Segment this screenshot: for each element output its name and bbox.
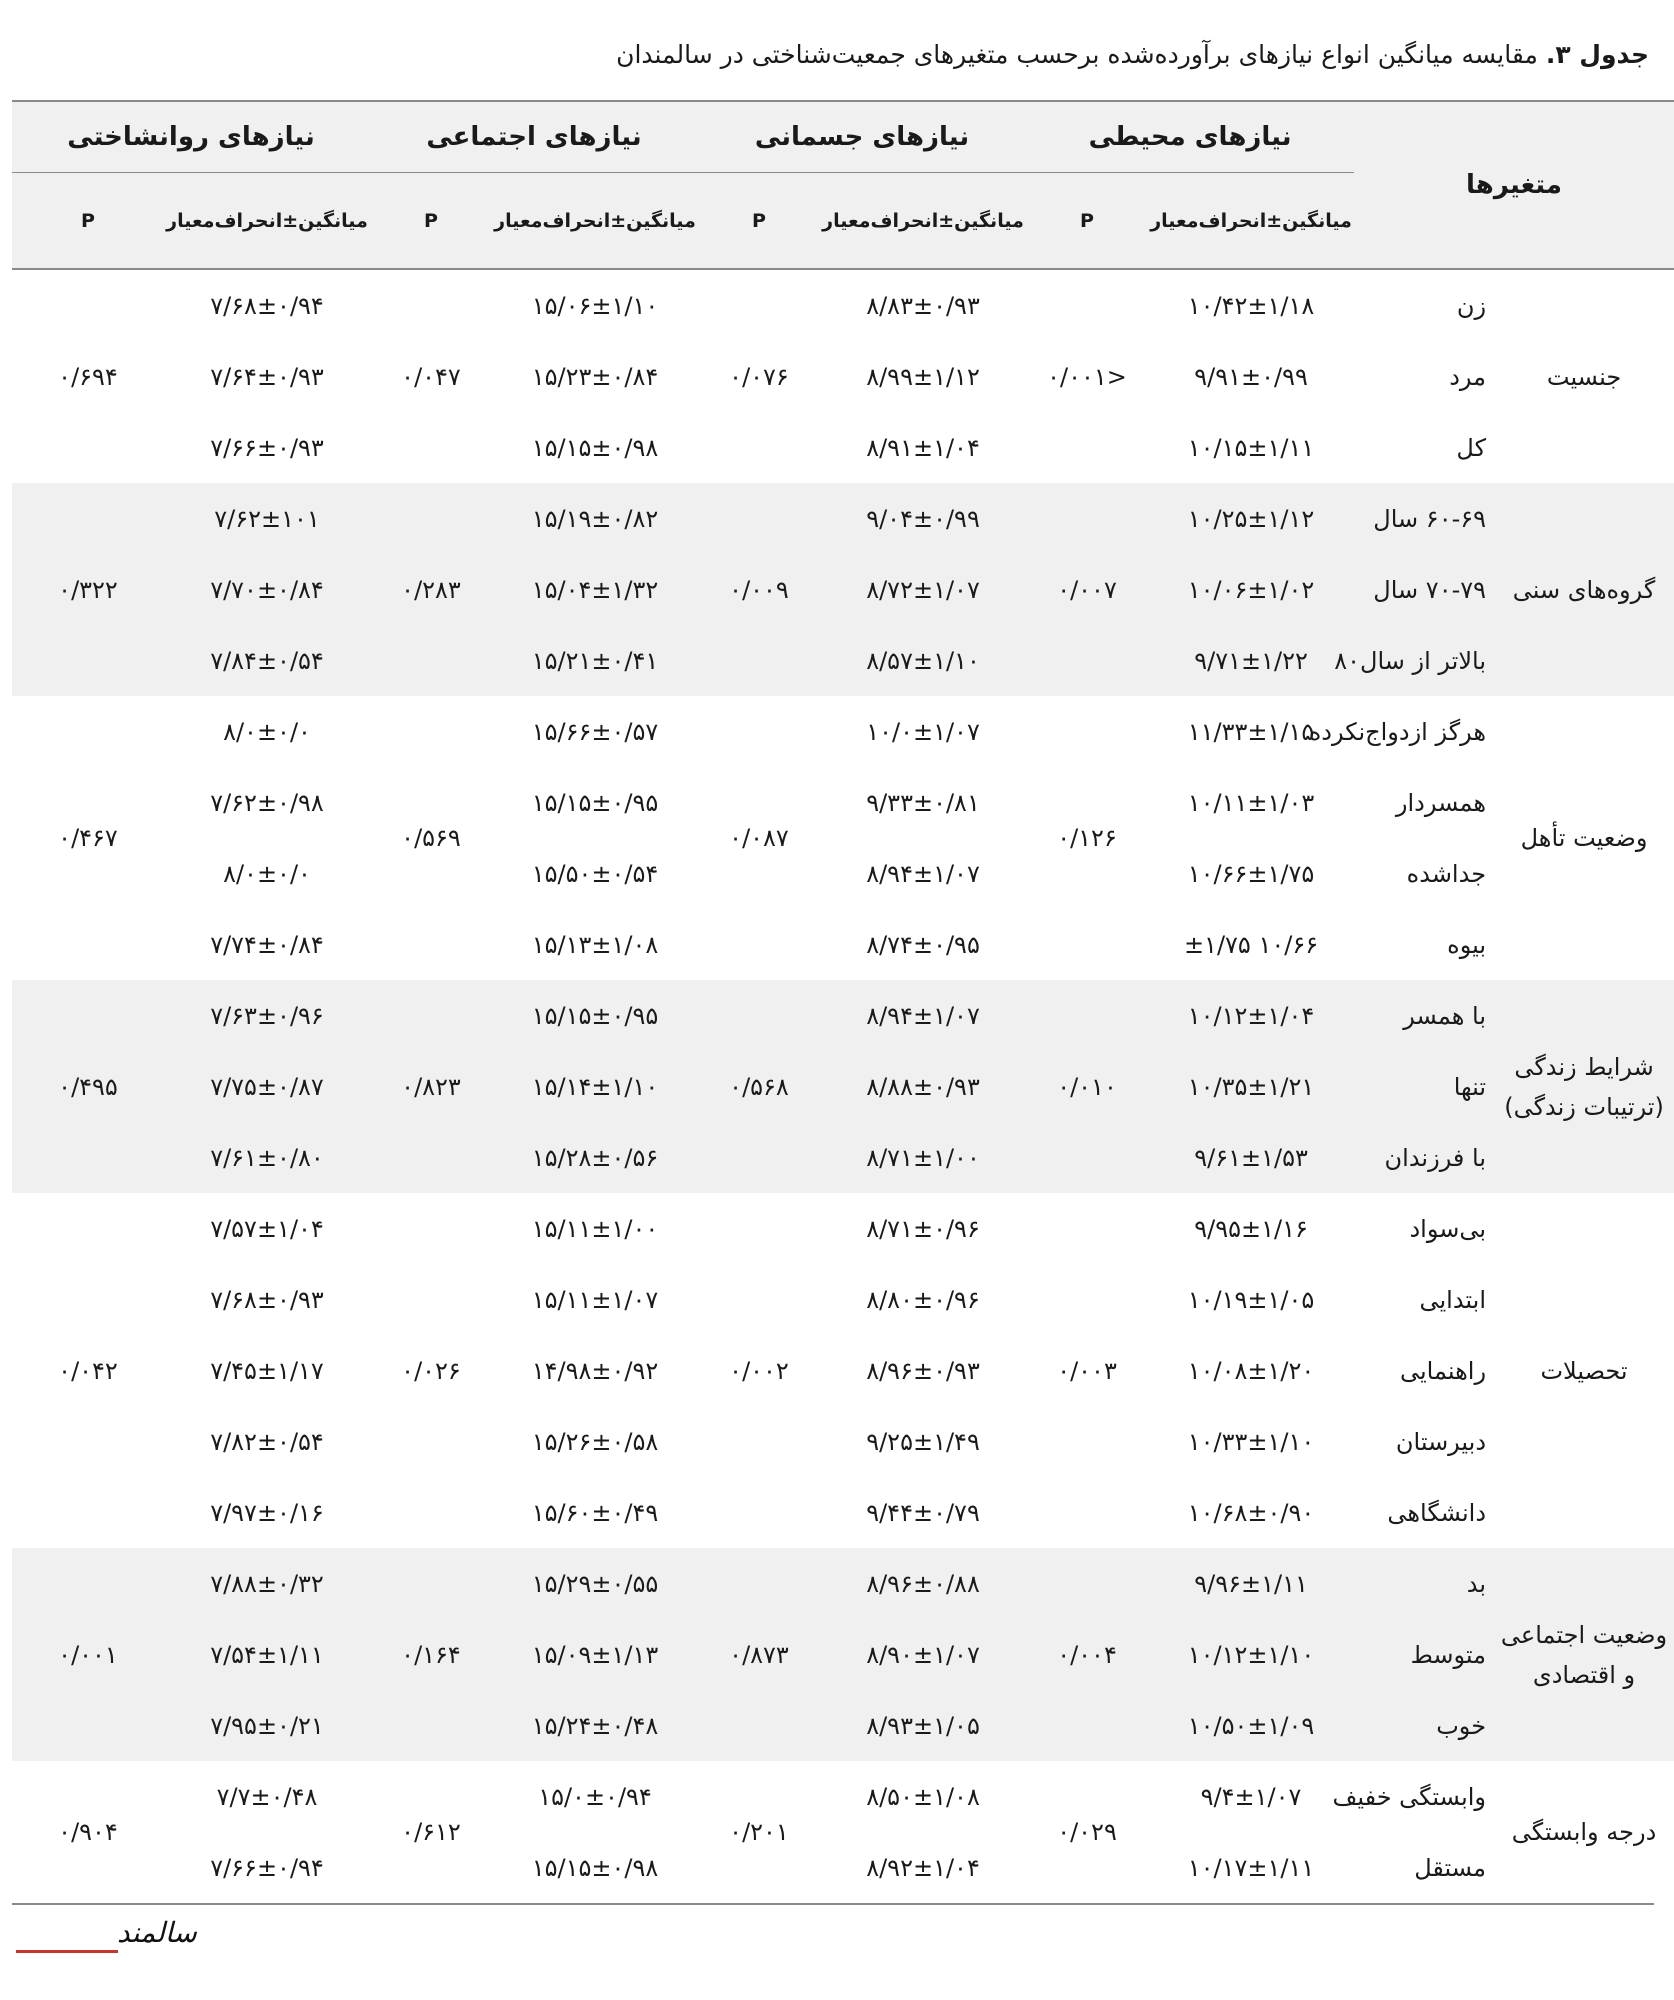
mean-sd-cell: ۸/۹۲±۱/۰۴ [866, 1853, 980, 1882]
table-row [12, 483, 1674, 554]
mean-sd-cell: ۱۰/۶۶ ±۱/۷۵ [1183, 930, 1319, 959]
mean-sd-cell: ۹/۳۳±۰/۸۱ [866, 788, 980, 817]
table-row [12, 1335, 1674, 1406]
table-row [12, 269, 1674, 341]
section-6 [12, 1761, 1674, 1903]
mean-sd-cell: ۷/۵۴±۱/۱۱ [164, 1619, 370, 1690]
category-cell: با همسر [1354, 980, 1494, 1051]
group-physical-header: نیازهای جسمانی [698, 101, 1026, 173]
section-2 [12, 696, 1674, 980]
category-cell: کل [1456, 433, 1487, 462]
mean-sd-header: میانگین±انحراف‌معیار [164, 173, 370, 270]
mean-sd-cell: ۷/۶۸±۰/۹۳ [210, 1285, 324, 1314]
mean-sd-cell: ۷/۸۲±۰/۵۴ [210, 1427, 324, 1456]
p-value-cell: ۰/۸۷۳ [698, 1548, 820, 1761]
mean-sd-cell: ۸/۸۸±۰/۹۳ [820, 1051, 1026, 1122]
mean-sd-cell: ۱۵/۲۳±۰/۸۴ [531, 362, 659, 391]
p-value-cell: <۰/۰۰۱ [1047, 362, 1127, 391]
table-row [12, 767, 1674, 838]
p-value-cell: ۰/۰۴۷ [401, 362, 461, 391]
mean-sd-cell: ۸/۰±۰/۰ [223, 859, 311, 888]
demographic-needs-table [12, 100, 1674, 1903]
mean-sd-cell: ۸/۹۱±۱/۰۴ [866, 433, 980, 462]
p-value-cell: ۰/۴۶۷ [58, 824, 118, 852]
category-cell: تنها [1354, 1051, 1494, 1122]
category-cell: مستقل [1414, 1853, 1487, 1882]
p-value-cell: ۰/۲۸۳ [370, 483, 492, 696]
p-value-cell: ۰/۰۰۴ [1026, 1548, 1148, 1761]
mean-sd-cell: ۷/۴۵±۱/۱۷ [210, 1356, 324, 1385]
mean-sd-cell: ۷/۶۶±۰/۹۳ [210, 433, 324, 462]
variable-name: وضعیت اجتماعی و اقتصادی [1494, 1548, 1674, 1761]
table-row [12, 980, 1674, 1051]
table-row [12, 1761, 1674, 1832]
p-value-cell: ۰/۰۰۹ [698, 483, 820, 696]
mean-sd-cell: ۱۰/۱۵±۱/۱۱ [1187, 433, 1315, 462]
mean-sd-cell: ۸/۵۰±۱/۰۸ [866, 1782, 980, 1811]
mean-sd-cell: ۱۵/۵۰±۰/۵۴ [531, 859, 659, 888]
mean-sd-cell: ۹/۴۴±۰/۷۹ [866, 1498, 980, 1527]
mean-sd-cell: ۸/۹۴±۱/۰۷ [820, 980, 1026, 1051]
mean-sd-cell: ۸/۹۰±۱/۰۷ [820, 1619, 1026, 1690]
table-caption [18, 38, 1649, 72]
mean-sd-cell: ۱۰/۱۷±۱/۱۱ [1187, 1853, 1315, 1882]
category-cell: متوسط [1354, 1619, 1494, 1690]
caption-label: جدول ۳. [1545, 40, 1649, 69]
mean-sd-cell: ۹/۷۱±۱/۲۲ [1148, 625, 1354, 696]
p-header: P [1026, 173, 1148, 270]
category-cell: راهنمایی [1400, 1356, 1487, 1385]
p-value-cell: ۰/۸۲۳ [370, 980, 492, 1193]
mean-sd-cell: ۸/۸۳±۰/۹۳ [866, 291, 980, 320]
mean-sd-cell: ۷/۶۲±۱۰۱ [164, 483, 370, 554]
category-cell: ابتدایی [1419, 1285, 1487, 1314]
category-cell: جداشده [1406, 859, 1487, 888]
mean-sd-cell: ۱۰/۲۵±۱/۱۲ [1148, 483, 1354, 554]
table-row [12, 696, 1674, 767]
p-value-cell: ۰/۰۰۷ [1026, 483, 1148, 696]
mean-sd-header: میانگین±انحراف‌معیار [820, 173, 1026, 270]
mean-sd-cell: ۷/۶۳±۰/۹۶ [164, 980, 370, 1051]
mean-sd-cell: ۱۵/۰۴±۱/۳۲ [492, 554, 698, 625]
mean-sd-cell: ۱۵/۱۵±۰/۹۵ [531, 788, 659, 817]
category-cell: همسردار [1395, 788, 1487, 817]
mean-sd-cell: ۱۰/۱۱±۱/۰۳ [1187, 788, 1315, 817]
mean-sd-header: میانگین±انحراف‌معیار [1148, 173, 1354, 270]
mean-sd-cell: ۱۵/۲۶±۰/۵۸ [531, 1427, 659, 1456]
mean-sd-cell: ۸/۵۷±۱/۱۰ [820, 625, 1026, 696]
mean-sd-cell: ۷/۸۴±۰/۵۴ [164, 625, 370, 696]
variable-name: وضعیت تأهل [1520, 824, 1648, 852]
mean-sd-cell: ۸/۹۴±۱/۰۷ [866, 859, 980, 888]
category-cell: ۷۰-۷۹ سال [1354, 554, 1494, 625]
mean-sd-cell: ۷/۵۷±۱/۰۴ [210, 1214, 324, 1243]
mean-sd-cell: ۱۰/۱۲±۱/۱۰ [1148, 1619, 1354, 1690]
mean-sd-cell: ۷/۷۵±۰/۸۷ [164, 1051, 370, 1122]
section-5 [12, 1548, 1674, 1761]
category-cell: بد [1354, 1548, 1494, 1619]
mean-sd-cell: ۱۰/۱۲±۱/۰۴ [1148, 980, 1354, 1051]
mean-sd-cell: ۱۵/۰۹±۱/۱۳ [492, 1619, 698, 1690]
mean-sd-cell: ۹/۹۶±۱/۱۱ [1148, 1548, 1354, 1619]
table-row [12, 1193, 1674, 1264]
mean-sd-cell: ۱۰/۴۲±۱/۱۸ [1187, 291, 1315, 320]
mean-sd-cell: ۸/۷۱±۱/۰۰ [820, 1122, 1026, 1193]
mean-sd-cell: ۹/۹۵±۱/۱۶ [1194, 1214, 1308, 1243]
variable-name: درجه وابستگی [1511, 1818, 1657, 1846]
mean-sd-cell: ۱۵/۱۵±۰/۹۸ [531, 433, 659, 462]
p-value-cell: ۰/۱۶۴ [370, 1548, 492, 1761]
mean-sd-cell: ۱۵/۱۱±۱/۰۷ [531, 1285, 659, 1314]
table-row [12, 341, 1674, 412]
mean-sd-cell: ۸/۷۱±۰/۹۶ [866, 1214, 980, 1243]
p-header: P [12, 173, 164, 270]
mean-sd-cell: ۱۵/۱۹±۰/۸۲ [492, 483, 698, 554]
mean-sd-cell: ۱۰/۱۹±۱/۰۵ [1187, 1285, 1315, 1314]
journal-logo [12, 1906, 197, 1962]
mean-sd-cell: ۸/۸۰±۰/۹۶ [866, 1285, 980, 1314]
mean-sd-cell: ۸/۷۴±۰/۹۵ [866, 930, 980, 959]
table-row [12, 1619, 1674, 1690]
p-value-cell: ۰/۰۸۷ [729, 824, 789, 852]
caption-text: مقایسه میانگین انواع نیازهای برآورده‌شده برحسب متغیرهای جمعیت‌شناختی در سالمندان [616, 40, 1546, 69]
table-row [12, 1690, 1674, 1761]
mean-sd-cell: ۱۵/۲۹±۰/۵۵ [492, 1548, 698, 1619]
mean-sd-cell: ۸/۹۶±۰/۸۸ [820, 1548, 1026, 1619]
category-cell: وابستگی خفیف [1332, 1782, 1487, 1811]
table-row [12, 838, 1674, 909]
p-value-cell: ۰/۵۶۸ [698, 980, 820, 1193]
group-psychological-header: نیازهای روانشاختی [12, 101, 370, 173]
table-row [12, 1264, 1674, 1335]
mean-sd-cell: ۱۰/۰۶±۱/۰۲ [1148, 554, 1354, 625]
p-value-cell: ۰/۱۲۶ [1057, 824, 1117, 852]
mean-sd-cell: ۷/۹۷±۰/۱۶ [210, 1498, 324, 1527]
mean-sd-cell: ۹/۹۱±۰/۹۹ [1194, 362, 1308, 391]
category-cell: زن [1456, 291, 1487, 320]
mean-sd-cell: ۷/۶۸±۰/۹۴ [210, 291, 324, 320]
mean-sd-cell: ۱۵/۱۵±۰/۹۸ [531, 1853, 659, 1882]
mean-sd-cell: ۱۰/۳۳±۱/۱۰ [1187, 1427, 1315, 1456]
table-row [12, 1051, 1674, 1122]
mean-sd-cell: ۱۰/۶۶±۱/۷۵ [1187, 859, 1315, 888]
mean-sd-cell: ۱۵/۶۶±۰/۵۷ [531, 717, 659, 746]
variable-name: تحصیلات [1540, 1356, 1628, 1385]
mean-sd-cell: ۷/۹۵±۰/۲۱ [164, 1690, 370, 1761]
p-value-cell: ۰/۲۰۱ [729, 1818, 789, 1846]
p-value-cell: ۰/۰۰۳ [1057, 1356, 1117, 1385]
mean-sd-cell: ۷/۸۸±۰/۳۲ [164, 1548, 370, 1619]
mean-sd-cell: ۱۵/۲۸±۰/۵۶ [492, 1122, 698, 1193]
mean-sd-cell: ۷/۶۶±۰/۹۴ [210, 1853, 324, 1882]
mean-sd-cell: ۷/۶۱±۰/۸۰ [164, 1122, 370, 1193]
mean-sd-cell: ۸/۹۶±۰/۹۳ [866, 1356, 980, 1385]
p-header: P [698, 173, 820, 270]
table-row [12, 625, 1674, 696]
mean-sd-cell: ۱۵/۰۶±۱/۱۰ [531, 291, 659, 320]
group-environmental-header: نیازهای محیطی [1026, 101, 1354, 173]
mean-sd-cell: ۱۰/۶۸±۰/۹۰ [1187, 1498, 1315, 1527]
mean-sd-cell: ۸/۹۳±۱/۰۵ [820, 1690, 1026, 1761]
variable-name: گروه‌های سنی [1494, 483, 1674, 696]
mean-sd-cell: ۱۰/۳۵±۱/۲۱ [1148, 1051, 1354, 1122]
mean-sd-cell: ۱۵/۱۵±۰/۹۵ [492, 980, 698, 1051]
p-value-cell: ۰/۰۱۰ [1026, 980, 1148, 1193]
table-row [12, 1477, 1674, 1548]
category-cell: بی‌سواد [1409, 1214, 1487, 1243]
category-cell: با فرزندان [1354, 1122, 1494, 1193]
mean-sd-header: میانگین±انحراف‌معیار [492, 173, 698, 270]
mean-sd-cell: ۷/۷۰±۰/۸۴ [164, 554, 370, 625]
p-value-cell: ۰/۰۷۶ [729, 362, 789, 391]
table-row [12, 909, 1674, 980]
p-value-cell: ۰/۳۲۲ [12, 483, 164, 696]
mean-sd-cell: ۱۵/۶۰±۰/۴۹ [531, 1498, 659, 1527]
mean-sd-cell: ۱۵/۲۴±۰/۴۸ [492, 1690, 698, 1761]
mean-sd-cell: ۸/۰±۰/۰ [223, 717, 311, 746]
section-1 [12, 483, 1674, 696]
mean-sd-cell: ۸/۷۲±۱/۰۷ [820, 554, 1026, 625]
variable-name: جنسیت [1546, 362, 1622, 391]
category-cell: ۶۰-۶۹ سال [1354, 483, 1494, 554]
p-value-cell: ۰/۰۲۹ [1057, 1818, 1117, 1846]
p-value-cell: ۰/۴۹۵ [12, 980, 164, 1193]
mean-sd-cell: ۱۰/۵۰±۱/۰۹ [1148, 1690, 1354, 1761]
table-row [12, 1832, 1674, 1903]
p-value-cell: ۰/۵۶۹ [401, 824, 461, 852]
p-value-cell: ۰/۰۰۱ [12, 1548, 164, 1761]
mean-sd-cell: ۷/۷۴±۰/۸۴ [210, 930, 324, 959]
section-4 [12, 1193, 1674, 1548]
table-row [12, 554, 1674, 625]
p-value-cell: ۰/۶۹۴ [58, 362, 118, 391]
section-0 [12, 269, 1674, 483]
logo-underline [16, 1950, 118, 1953]
logo-text: سالمند [117, 1916, 197, 1949]
category-cell: خوب [1354, 1690, 1494, 1761]
variables-header: متغیرها [1354, 101, 1674, 269]
mean-sd-cell: ۹/۲۵±۱/۴۹ [866, 1427, 980, 1456]
p-value-cell: ۰/۰۰۲ [729, 1356, 789, 1385]
category-cell: دانشگاهی [1387, 1498, 1487, 1527]
table-row [12, 412, 1674, 483]
variable-name: شرایط زندگی (ترتیبات زندگی) [1494, 980, 1674, 1193]
mean-sd-cell: ۱۵/۰±۰/۹۴ [538, 1782, 652, 1811]
table-bottom-rule [12, 1903, 1654, 1905]
table-row [12, 1406, 1674, 1477]
p-value-cell: ۰/۰۴۲ [58, 1356, 118, 1385]
section-3 [12, 980, 1674, 1193]
p-value-cell: ۰/۹۰۴ [58, 1818, 118, 1846]
mean-sd-cell: ۱۵/۲۱±۰/۴۱ [492, 625, 698, 696]
group-social-header: نیازهای اجتماعی [370, 101, 698, 173]
mean-sd-cell: ۷/۶۴±۰/۹۳ [210, 362, 324, 391]
category-cell: مرد [1449, 362, 1487, 391]
category-cell: هرگز ازدواج‌نکرده [1308, 717, 1487, 746]
category-cell: دبیرستان [1395, 1427, 1487, 1456]
mean-sd-cell: ۷/۷±۰/۴۸ [216, 1782, 318, 1811]
p-header: P [370, 173, 492, 270]
p-value-cell: ۰/۰۲۶ [401, 1356, 461, 1385]
category-cell: بیوه [1447, 930, 1487, 959]
mean-sd-cell: ۱۵/۱۳±۱/۰۸ [531, 930, 659, 959]
mean-sd-cell: ۸/۹۹±۱/۱۲ [866, 362, 980, 391]
mean-sd-cell: ۱۰/۰±۱/۰۷ [866, 717, 980, 746]
mean-sd-cell: ۹/۰۴±۰/۹۹ [820, 483, 1026, 554]
mean-sd-cell: ۱۰/۰۸±۱/۲۰ [1187, 1356, 1315, 1385]
mean-sd-cell: ۹/۴±۱/۰۷ [1200, 1782, 1302, 1811]
mean-sd-cell: ۹/۶۱±۱/۵۳ [1148, 1122, 1354, 1193]
mean-sd-cell: ۱۵/۱۱±۱/۰۰ [531, 1214, 659, 1243]
category-cell: بالاتر از سال۸۰ [1354, 625, 1494, 696]
mean-sd-cell: ۱۴/۹۸±۰/۹۲ [531, 1356, 659, 1385]
table-row [12, 1548, 1674, 1619]
table-row [12, 1122, 1674, 1193]
mean-sd-cell: ۱۵/۱۴±۱/۱۰ [492, 1051, 698, 1122]
mean-sd-cell: ۱۱/۳۳±۱/۱۵ [1187, 717, 1315, 746]
p-value-cell: ۰/۶۱۲ [401, 1818, 461, 1846]
mean-sd-cell: ۷/۶۲±۰/۹۸ [210, 788, 324, 817]
